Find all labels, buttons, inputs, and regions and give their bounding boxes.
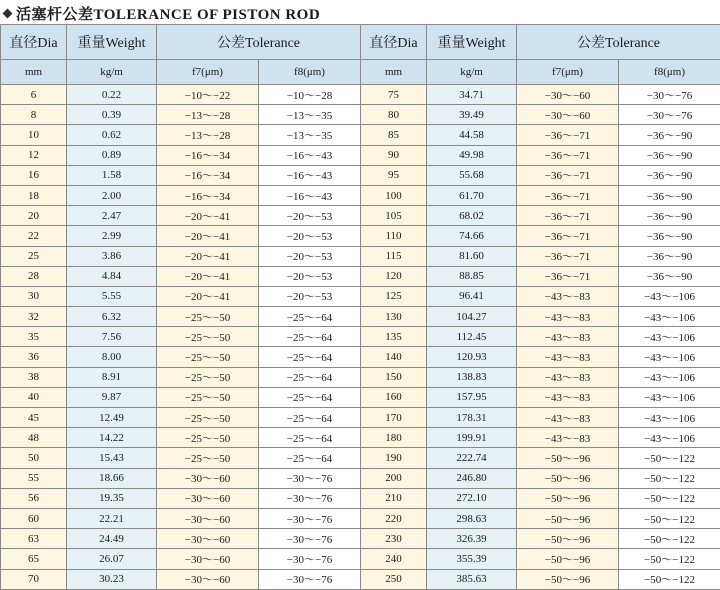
table-group-header-row	[1, 25, 720, 60]
cell-f8-left: −13～−35	[259, 125, 361, 145]
cell-dia-left: 36	[1, 347, 67, 367]
cell-f8-right: −36～−90	[619, 206, 720, 226]
cell-dia-right: 135	[361, 327, 427, 347]
cell-dia-right: 180	[361, 428, 427, 448]
cell-dia-right: 125	[361, 286, 427, 306]
cell-dia-left: 28	[1, 266, 67, 286]
cell-f7-left: −25～−50	[157, 327, 259, 347]
cell-f8-right: −36～−90	[619, 266, 720, 286]
cell-f7-left: −25～−50	[157, 307, 259, 327]
cell-dia-right: 230	[361, 529, 427, 549]
cell-f8-right: −36～−90	[619, 246, 720, 266]
cell-f7-left: −30～−60	[157, 488, 259, 508]
cell-dia-left: 48	[1, 428, 67, 448]
table-row	[1, 246, 720, 266]
cell-f7-right: −50～−96	[517, 468, 619, 488]
cell-dia-left: 70	[1, 569, 67, 589]
unit-kgm-right: kg/m	[427, 60, 517, 85]
cell-f7-right: −50～−96	[517, 488, 619, 508]
cell-f7-right: −43～−83	[517, 327, 619, 347]
table-row	[1, 408, 720, 428]
cell-weight-right: 34.71	[427, 85, 517, 105]
cell-weight-right: 104.27	[427, 307, 517, 327]
unit-kgm-left: kg/m	[67, 60, 157, 85]
cell-weight-left: 26.07	[67, 549, 157, 569]
table-row	[1, 145, 720, 165]
cell-dia-left: 32	[1, 307, 67, 327]
cell-f8-right: −50～−122	[619, 468, 720, 488]
cell-f8-left: −25～−64	[259, 327, 361, 347]
cell-f8-right: −43～−106	[619, 347, 720, 367]
cell-f8-left: −20～−53	[259, 246, 361, 266]
cell-f7-right: −50～−96	[517, 529, 619, 549]
cell-f8-left: −20～−53	[259, 286, 361, 306]
header-tolerance-left: 公差Tolerance	[157, 25, 361, 60]
cell-dia-left: 16	[1, 165, 67, 185]
cell-dia-right: 160	[361, 387, 427, 407]
cell-f8-left: −30～−76	[259, 569, 361, 589]
cell-weight-left: 12.49	[67, 408, 157, 428]
cell-dia-right: 105	[361, 206, 427, 226]
cell-dia-right: 170	[361, 408, 427, 428]
table-row	[1, 529, 720, 549]
cell-weight-right: 157.95	[427, 387, 517, 407]
cell-dia-left: 6	[1, 85, 67, 105]
cell-weight-left: 0.62	[67, 125, 157, 145]
cell-weight-right: 355.39	[427, 549, 517, 569]
cell-weight-right: 61.70	[427, 185, 517, 205]
table-row	[1, 185, 720, 205]
table-row	[1, 307, 720, 327]
cell-weight-right: 385.63	[427, 569, 517, 589]
header-weight-right: 重量Weight	[427, 25, 517, 60]
table-row	[1, 347, 720, 367]
cell-dia-right: 120	[361, 266, 427, 286]
cell-weight-left: 2.47	[67, 206, 157, 226]
cell-weight-left: 24.49	[67, 529, 157, 549]
cell-f8-right: −50～−122	[619, 508, 720, 528]
cell-dia-right: 150	[361, 367, 427, 387]
cell-f7-right: −30～−60	[517, 105, 619, 125]
cell-f8-left: −25～−64	[259, 408, 361, 428]
cell-f8-right: −36～−90	[619, 185, 720, 205]
cell-weight-right: 68.02	[427, 206, 517, 226]
cell-f8-right: −43～−106	[619, 387, 720, 407]
cell-weight-right: 44.58	[427, 125, 517, 145]
unit-f8-right: f8(μm)	[619, 60, 720, 85]
cell-dia-left: 40	[1, 387, 67, 407]
cell-weight-right: 222.74	[427, 448, 517, 468]
cell-f7-left: −25～−50	[157, 408, 259, 428]
table-row	[1, 367, 720, 387]
cell-weight-left: 30.23	[67, 569, 157, 589]
cell-f8-left: −30～−76	[259, 529, 361, 549]
table-row	[1, 468, 720, 488]
table-unit-header-row	[1, 60, 720, 85]
cell-dia-left: 35	[1, 327, 67, 347]
cell-f8-left: −25～−64	[259, 448, 361, 468]
table-row	[1, 206, 720, 226]
cell-f7-right: −36～−71	[517, 145, 619, 165]
unit-f7-right: f7(μm)	[517, 60, 619, 85]
cell-f7-left: −20～−41	[157, 206, 259, 226]
cell-f8-left: −10～−28	[259, 85, 361, 105]
cell-dia-left: 55	[1, 468, 67, 488]
cell-f8-left: −25～−64	[259, 387, 361, 407]
cell-weight-left: 15.43	[67, 448, 157, 468]
cell-f7-left: −20～−41	[157, 286, 259, 306]
cell-f7-left: −16～−34	[157, 145, 259, 165]
cell-f8-left: −30～−76	[259, 488, 361, 508]
cell-f7-left: −13～−28	[157, 105, 259, 125]
cell-f8-left: −30～−76	[259, 549, 361, 569]
cell-dia-left: 38	[1, 367, 67, 387]
table-row	[1, 165, 720, 185]
cell-f8-left: −25～−64	[259, 347, 361, 367]
cell-f7-left: −13～−28	[157, 125, 259, 145]
cell-dia-left: 63	[1, 529, 67, 549]
document-title	[0, 0, 720, 24]
cell-dia-right: 140	[361, 347, 427, 367]
table-body	[1, 85, 720, 590]
cell-weight-left: 0.39	[67, 105, 157, 125]
cell-f7-left: −16～−34	[157, 185, 259, 205]
cell-weight-left: 22.21	[67, 508, 157, 528]
cell-f7-right: −43～−83	[517, 428, 619, 448]
cell-weight-left: 4.84	[67, 266, 157, 286]
cell-dia-left: 65	[1, 549, 67, 569]
cell-weight-right: 49.98	[427, 145, 517, 165]
cell-f7-right: −50～−96	[517, 448, 619, 468]
header-tolerance-right: 公差Tolerance	[517, 25, 720, 60]
cell-f8-right: −43～−106	[619, 286, 720, 306]
cell-f7-right: −50～−96	[517, 569, 619, 589]
cell-f8-right: −43～−106	[619, 327, 720, 347]
diamond-bullet-icon	[3, 8, 13, 18]
cell-f8-right: −50～−122	[619, 488, 720, 508]
cell-f8-left: −25～−64	[259, 428, 361, 448]
cell-weight-right: 55.68	[427, 165, 517, 185]
cell-dia-right: 75	[361, 85, 427, 105]
cell-weight-right: 326.39	[427, 529, 517, 549]
cell-weight-left: 14.22	[67, 428, 157, 448]
table-row	[1, 85, 720, 105]
cell-f7-left: −16～−34	[157, 165, 259, 185]
cell-dia-right: 110	[361, 226, 427, 246]
cell-f8-right: −36～−90	[619, 125, 720, 145]
cell-f8-right: −30～−76	[619, 85, 720, 105]
cell-f8-right: −50～−122	[619, 569, 720, 589]
table-row	[1, 266, 720, 286]
cell-f8-left: −20～−53	[259, 226, 361, 246]
cell-weight-left: 1.58	[67, 165, 157, 185]
cell-f8-right: −43～−106	[619, 428, 720, 448]
cell-weight-left: 8.91	[67, 367, 157, 387]
header-dia-left: 直径Dia	[1, 25, 67, 60]
cell-f7-right: −30～−60	[517, 85, 619, 105]
cell-dia-left: 50	[1, 448, 67, 468]
cell-weight-right: 96.41	[427, 286, 517, 306]
cell-f8-left: −25～−64	[259, 367, 361, 387]
cell-dia-right: 100	[361, 185, 427, 205]
cell-f7-left: −25～−50	[157, 428, 259, 448]
tolerance-table	[0, 24, 720, 590]
table-header	[1, 25, 720, 85]
cell-f7-right: −36～−71	[517, 206, 619, 226]
cell-dia-right: 240	[361, 549, 427, 569]
cell-dia-right: 90	[361, 145, 427, 165]
cell-weight-right: 298.63	[427, 508, 517, 528]
cell-f8-right: −36～−90	[619, 165, 720, 185]
cell-f7-left: −30～−60	[157, 569, 259, 589]
cell-f7-left: −20～−41	[157, 246, 259, 266]
unit-f7-left: f7(μm)	[157, 60, 259, 85]
cell-dia-left: 45	[1, 408, 67, 428]
cell-f7-left: −10～−22	[157, 85, 259, 105]
cell-weight-right: 88.85	[427, 266, 517, 286]
cell-f7-right: −43～−83	[517, 307, 619, 327]
cell-f7-right: −43～−83	[517, 286, 619, 306]
table-row	[1, 488, 720, 508]
cell-weight-left: 2.00	[67, 185, 157, 205]
unit-f8-left: f8(μm)	[259, 60, 361, 85]
cell-f8-right: −43～−106	[619, 307, 720, 327]
cell-dia-right: 250	[361, 569, 427, 589]
cell-weight-left: 19.35	[67, 488, 157, 508]
cell-f8-right: −36～−90	[619, 226, 720, 246]
cell-f7-left: −30～−60	[157, 549, 259, 569]
table-row	[1, 286, 720, 306]
cell-weight-left: 3.86	[67, 246, 157, 266]
cell-weight-left: 0.89	[67, 145, 157, 165]
cell-dia-right: 85	[361, 125, 427, 145]
cell-weight-left: 5.55	[67, 286, 157, 306]
cell-weight-left: 8.00	[67, 347, 157, 367]
cell-weight-left: 18.66	[67, 468, 157, 488]
cell-f8-right: −50～−122	[619, 549, 720, 569]
cell-weight-right: 178.31	[427, 408, 517, 428]
cell-weight-left: 9.87	[67, 387, 157, 407]
cell-dia-left: 22	[1, 226, 67, 246]
cell-f8-left: −16～−43	[259, 165, 361, 185]
cell-f8-right: −50～−122	[619, 448, 720, 468]
cell-weight-right: 246.80	[427, 468, 517, 488]
cell-f7-right: −43～−83	[517, 387, 619, 407]
cell-weight-left: 6.32	[67, 307, 157, 327]
table-row	[1, 125, 720, 145]
unit-mm-left: mm	[1, 60, 67, 85]
cell-f8-right: −36～−90	[619, 145, 720, 165]
table-row	[1, 569, 720, 589]
table-row	[1, 508, 720, 528]
cell-dia-left: 8	[1, 105, 67, 125]
cell-dia-left: 18	[1, 185, 67, 205]
cell-f8-right: −43～−106	[619, 367, 720, 387]
cell-f7-left: −30～−60	[157, 468, 259, 488]
cell-f7-left: −25～−50	[157, 347, 259, 367]
cell-weight-left: 0.22	[67, 85, 157, 105]
cell-f8-right: −50～−122	[619, 529, 720, 549]
cell-f8-left: −30～−76	[259, 468, 361, 488]
cell-f7-right: −36～−71	[517, 125, 619, 145]
cell-f7-right: −36～−71	[517, 226, 619, 246]
cell-f7-right: −43～−83	[517, 367, 619, 387]
cell-f7-right: −43～−83	[517, 408, 619, 428]
header-dia-right: 直径Dia	[361, 25, 427, 60]
cell-f7-right: −50～−96	[517, 508, 619, 528]
cell-weight-left: 7.56	[67, 327, 157, 347]
cell-weight-left: 2.99	[67, 226, 157, 246]
cell-dia-right: 95	[361, 165, 427, 185]
header-weight-left: 重量Weight	[67, 25, 157, 60]
cell-dia-left: 30	[1, 286, 67, 306]
cell-f8-left: −13～−35	[259, 105, 361, 125]
cell-dia-left: 60	[1, 508, 67, 528]
cell-dia-left: 10	[1, 125, 67, 145]
unit-mm-right: mm	[361, 60, 427, 85]
cell-dia-right: 80	[361, 105, 427, 125]
cell-f8-right: −43～−106	[619, 408, 720, 428]
table-row	[1, 226, 720, 246]
cell-f8-left: −20～−53	[259, 266, 361, 286]
cell-dia-left: 25	[1, 246, 67, 266]
cell-weight-right: 39.49	[427, 105, 517, 125]
cell-f8-left: −25～−64	[259, 307, 361, 327]
cell-weight-right: 81.60	[427, 246, 517, 266]
cell-dia-left: 20	[1, 206, 67, 226]
cell-f7-left: −25～−50	[157, 448, 259, 468]
cell-dia-right: 130	[361, 307, 427, 327]
cell-f7-right: −50～−96	[517, 549, 619, 569]
cell-f7-right: −36～−71	[517, 165, 619, 185]
cell-dia-right: 220	[361, 508, 427, 528]
cell-weight-right: 272.10	[427, 488, 517, 508]
cell-f8-right: −30～−76	[619, 105, 720, 125]
cell-weight-right: 199.91	[427, 428, 517, 448]
table-row	[1, 105, 720, 125]
cell-weight-right: 112.45	[427, 327, 517, 347]
page-title: 活塞杆公差TOLERANCE OF PISTON ROD	[16, 3, 320, 24]
cell-f7-right: −43～−83	[517, 347, 619, 367]
cell-dia-left: 56	[1, 488, 67, 508]
table-row	[1, 387, 720, 407]
cell-dia-left: 12	[1, 145, 67, 165]
cell-f7-right: −36～−71	[517, 185, 619, 205]
cell-f7-left: −25～−50	[157, 367, 259, 387]
cell-f7-left: −30～−60	[157, 508, 259, 528]
cell-weight-right: 74.66	[427, 226, 517, 246]
table-row	[1, 428, 720, 448]
cell-dia-right: 200	[361, 468, 427, 488]
cell-weight-right: 120.93	[427, 347, 517, 367]
cell-f7-left: −20～−41	[157, 266, 259, 286]
cell-weight-right: 138.83	[427, 367, 517, 387]
table-row	[1, 327, 720, 347]
cell-f7-left: −20～−41	[157, 226, 259, 246]
cell-f8-left: −16～−43	[259, 145, 361, 165]
cell-f8-left: −30～−76	[259, 508, 361, 528]
table-row	[1, 448, 720, 468]
cell-f8-left: −16～−43	[259, 185, 361, 205]
cell-dia-right: 190	[361, 448, 427, 468]
cell-f8-left: −20～−53	[259, 206, 361, 226]
cell-dia-right: 210	[361, 488, 427, 508]
cell-f7-right: −36～−71	[517, 266, 619, 286]
cell-f7-left: −30～−60	[157, 529, 259, 549]
cell-dia-right: 115	[361, 246, 427, 266]
cell-f7-left: −25～−50	[157, 387, 259, 407]
table-row	[1, 549, 720, 569]
cell-f7-right: −36～−71	[517, 246, 619, 266]
